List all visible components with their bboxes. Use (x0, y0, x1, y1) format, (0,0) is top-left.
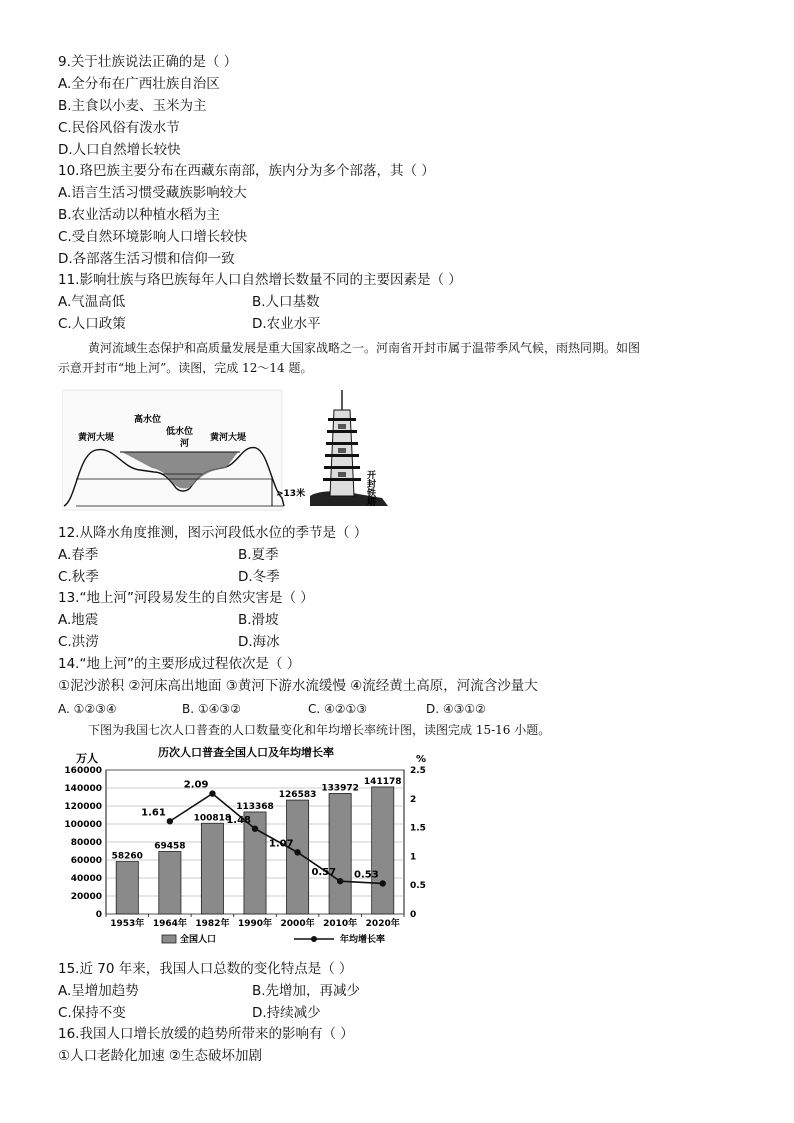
label-low-water: 低水位 (166, 427, 194, 437)
x-axis-tick-label: 2000年 (280, 919, 315, 929)
growth-rate-label: 2.09 (183, 779, 209, 791)
label-high-water: 高水位 (134, 415, 162, 425)
question-11-stem: 11.影响壮族与珞巴族每年人口自然增长数量不同的主要因素是（ ） (58, 272, 462, 288)
legend-bar-swatch (162, 935, 176, 943)
question-9-option-a: A.全分布在广西壮族自治区 (58, 76, 220, 92)
growth-rate-label: 1.07 (268, 838, 294, 850)
question-15-option-a: A.呈增加趋势 (58, 983, 139, 999)
right-axis-tick-label: 0.5 (410, 881, 426, 892)
right-axis-tick-label: 1.5 (410, 823, 426, 834)
above-ground-river-diagram (62, 388, 418, 512)
label-right-dike: 黄河大堤 (210, 433, 247, 443)
passage-census: 下图为我国七次人口普查的人口数量变化和年均增长率统计图，读图完成 15-16 小题。 (88, 723, 551, 737)
question-9-option-c: C.民俗风俗有泼水节 (58, 120, 180, 136)
x-axis-tick-label: 2010年 (323, 919, 358, 929)
x-axis-tick-label: 2020年 (365, 919, 400, 929)
growth-rate-point (209, 790, 215, 796)
question-10-stem: 10.珞巴族主要分布在西藏东南部，族内分为多个部落，其（ ） (58, 163, 435, 179)
question-14-option-d: D. ④③①② (426, 702, 486, 716)
population-bar-label: 58260 (111, 851, 143, 862)
growth-rate-point (167, 818, 173, 824)
question-9-stem: 9.关于壮族说法正确的是（ ） (58, 54, 238, 70)
left-axis-tick-label: 140000 (64, 784, 102, 794)
question-14-stem: 14.“地上河”的主要形成过程依次是（ ） (58, 656, 301, 672)
question-15-option-c: C.保持不变 (58, 1005, 126, 1021)
label-river: 河 (180, 439, 190, 449)
question-13-option-d: D.海冰 (238, 634, 280, 650)
question-10-option-b: B.农业活动以种植水稻为主 (58, 207, 221, 223)
label-left-dike: 黄河大堤 (78, 433, 115, 443)
left-axis-tick-label: 60000 (70, 856, 102, 866)
question-9-option-b: B.主食以小麦、玉米为主 (58, 98, 207, 114)
left-axis-tick-label: 0 (95, 910, 102, 920)
growth-rate-point (380, 880, 386, 886)
question-10-option-d: D.各部落生活习惯和信仰一致 (58, 251, 235, 267)
growth-rate-label: 0.57 (311, 867, 337, 879)
question-12-option-c: C.秋季 (58, 569, 99, 585)
left-axis-tick-label: 80000 (70, 838, 102, 848)
question-14-option-b: B. ①④③② (182, 702, 241, 716)
population-bar (372, 787, 394, 914)
question-14-items: ①泥沙淤积 ②河床高出地面 ③黄河下游水流缓慢 ④流经黄土高原，河流含沙量大 (58, 678, 538, 694)
x-axis-tick-label: 1990年 (237, 919, 273, 929)
passage-yellow-river-line2: 示意开封市“地上河”。读图，完成 12～14 题。 (58, 361, 313, 375)
label-height: >13米 (276, 489, 306, 499)
question-15-option-d: D.持续减少 (252, 1005, 321, 1021)
population-bar-label: 100818 (193, 813, 232, 824)
census-population-chart (58, 742, 448, 952)
question-16-items: ①人口老龄化加速 ②生态破坏加剧 (58, 1048, 262, 1064)
question-13-option-a: A.地震 (58, 612, 99, 628)
question-15-option-b: B.先增加，再减少 (252, 983, 361, 999)
question-11-option-d: D.农业水平 (252, 316, 321, 332)
right-axis-tick-label: 0 (410, 910, 417, 920)
right-axis-unit: % (416, 754, 427, 765)
right-axis-tick-label: 2.5 (410, 766, 426, 776)
question-9-option-d: D.人口自然增长较快 (58, 142, 181, 158)
question-11-option-b: B.人口基数 (252, 294, 320, 310)
population-bar (329, 793, 351, 914)
left-axis-tick-label: 20000 (70, 892, 102, 902)
population-bar-label: 113368 (236, 801, 274, 812)
population-bar-label: 133972 (321, 783, 359, 794)
question-12-option-a: A.春季 (58, 547, 99, 563)
question-11-option-a: A.气温高低 (58, 294, 126, 310)
growth-rate-label: 1.61 (141, 807, 166, 819)
x-axis-tick-label: 1953年 (110, 919, 145, 929)
question-13-option-b: B.滑坡 (238, 612, 279, 628)
population-bar (201, 823, 223, 914)
left-axis-tick-label: 100000 (64, 820, 102, 830)
right-axis-tick-label: 1 (410, 852, 417, 863)
growth-rate-point (252, 826, 258, 832)
left-axis-tick-label: 40000 (70, 874, 102, 884)
legend-line-label: 年均增长率 (340, 935, 386, 945)
question-14-option-c: C. ④②①③ (308, 702, 368, 716)
question-14-option-a: A. ①②③④ (58, 702, 117, 716)
growth-rate-label: 1.48 (226, 814, 251, 826)
left-axis-tick-label: 160000 (64, 766, 102, 776)
question-10-option-a: A.语言生活习惯受藏族影响较大 (58, 185, 247, 201)
growth-rate-point (294, 849, 300, 855)
chart-title: 历次人口普查全国人口及年均增长率 (158, 746, 334, 759)
question-12-stem: 12.从降水角度推测，图示河段低水位的季节是（ ） (58, 525, 368, 541)
legend-line-marker (311, 936, 317, 942)
passage-yellow-river-line1: 黄河流域生态保护和高质量发展是重大国家战略之一。河南省开封市属于温带季风气候，雨热同期。如图 (88, 341, 641, 355)
population-bar-label: 126583 (278, 790, 317, 801)
x-axis-tick-label: 1964年 (152, 919, 187, 929)
growth-rate-label: 0.53 (354, 869, 379, 881)
growth-rate-point (337, 878, 343, 884)
left-axis-tick-label: 120000 (64, 802, 102, 812)
question-16-stem: 16.我国人口增长放缓的趋势所带来的影响有（ ） (58, 1026, 354, 1042)
question-13-option-c: C.洪涝 (58, 634, 99, 650)
question-10-option-c: C.受自然环境影响人口增长较快 (58, 229, 248, 245)
question-11-option-c: C.人口政策 (58, 316, 126, 332)
population-bar-label: 141178 (363, 776, 402, 787)
left-axis-unit: 万人 (76, 752, 98, 765)
population-bar-label: 69458 (154, 841, 186, 852)
legend-bar-label: 全国人口 (180, 935, 217, 945)
question-15-stem: 15.近 70 年来，我国人口总数的变化特点是（ ） (58, 961, 353, 977)
question-12-option-b: B.夏季 (238, 547, 279, 563)
question-12-option-d: D.冬季 (238, 569, 280, 585)
population-bar (116, 862, 138, 914)
question-13-stem: 13.“地上河”河段易发生的自然灾害是（ ） (58, 590, 314, 606)
right-axis-tick-label: 2 (410, 794, 417, 805)
population-bar (159, 851, 181, 914)
label-tower: 开封铁塔 (365, 470, 375, 506)
x-axis-tick-label: 1982年 (195, 919, 230, 929)
